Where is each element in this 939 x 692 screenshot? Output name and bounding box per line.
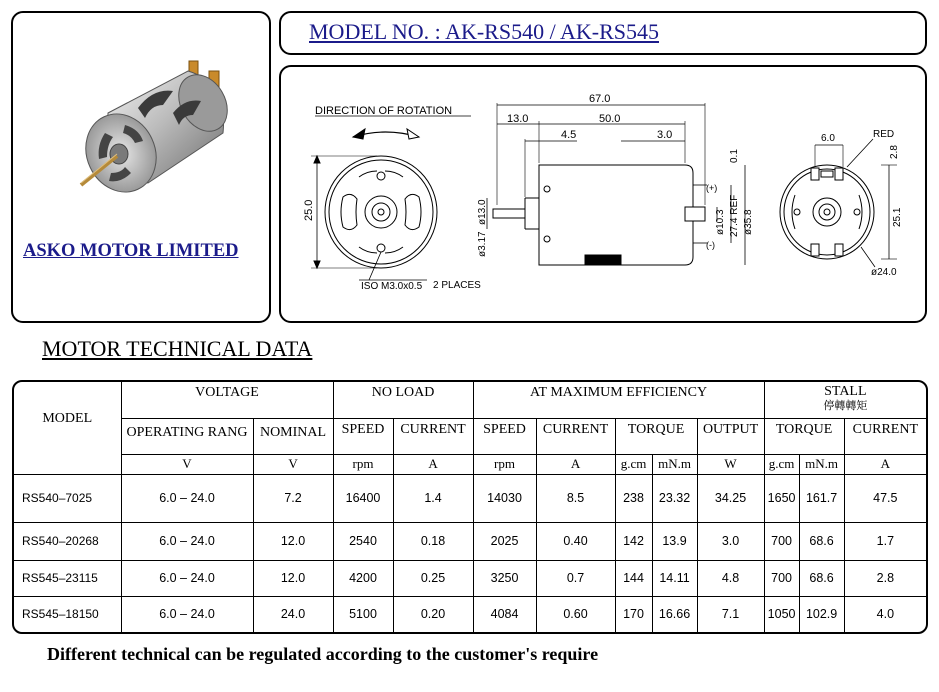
- no-load-header: NO LOAD: [333, 382, 473, 418]
- max-eff-output-header: OUTPUT: [697, 418, 764, 454]
- unit-cell: A: [844, 454, 926, 474]
- value-cell: 3.0: [697, 522, 764, 560]
- operating-range-header: OPERATING RANG: [121, 418, 253, 454]
- table-row: [14, 596, 926, 632]
- value-cell: 0.7: [536, 560, 615, 596]
- rear-diameter-dim: ø24.0: [871, 267, 897, 278]
- minus-terminal: (-): [706, 240, 715, 250]
- dimension-drawing: [281, 67, 925, 321]
- value-cell: 16.66: [652, 596, 697, 632]
- unit-cell: W: [697, 454, 764, 474]
- rear-height-dim: 25.1: [892, 207, 903, 227]
- value-cell: 13.9: [652, 522, 697, 560]
- value-cell: 6.0 – 24.0: [121, 560, 253, 596]
- rear-boss-diameter-dim: ø10.3: [715, 209, 726, 235]
- top-clearance-dim: 0.1: [729, 149, 740, 163]
- shaft-diameter-dim: ø3.17: [477, 231, 488, 257]
- value-cell: 68.6: [799, 522, 844, 560]
- product-photo-panel: [11, 11, 271, 323]
- unit-cell: rpm: [333, 454, 393, 474]
- value-cell: 16400: [333, 474, 393, 522]
- value-cell: 144: [615, 560, 652, 596]
- value-cell: 8.5: [536, 474, 615, 522]
- motor-photo: [13, 13, 269, 233]
- company-name: ASKO MOTOR LIMITED: [23, 241, 239, 261]
- boss-length-dim: 4.5: [561, 129, 577, 141]
- stall-current-header: CURRENT: [844, 418, 926, 454]
- unit-cell: A: [536, 454, 615, 474]
- unit-cell: V: [121, 454, 253, 474]
- value-cell: 0.60: [536, 596, 615, 632]
- value-cell: 0.18: [393, 522, 473, 560]
- value-cell: 0.20: [393, 596, 473, 632]
- model-number-panel: [279, 11, 927, 55]
- model-cell: RS545–18150: [14, 596, 121, 632]
- value-cell: 1.4: [393, 474, 473, 522]
- boss-diameter-dim: ø13.0: [477, 199, 488, 225]
- table-row: [14, 474, 926, 522]
- value-cell: 14.11: [652, 560, 697, 596]
- value-cell: 4084: [473, 596, 536, 632]
- iso-thread-label: ISO M3.0x0.5: [361, 281, 423, 292]
- plus-terminal: (+): [706, 183, 718, 193]
- value-cell: 34.25: [697, 474, 764, 522]
- stall-sub-label: 停轉轉矩: [823, 399, 868, 412]
- value-cell: 0.40: [536, 522, 615, 560]
- table-row: [14, 560, 926, 596]
- body-diameter-dim: ø35.8: [743, 209, 754, 235]
- value-cell: 238: [615, 474, 652, 522]
- front-height-dim: 25.0: [303, 199, 315, 221]
- table-row: [14, 522, 926, 560]
- terminal-height-dim: 2.8: [889, 145, 900, 159]
- no-load-current-header: CURRENT: [393, 418, 473, 454]
- value-cell: 0.25: [393, 560, 473, 596]
- value-cell: 3250: [473, 560, 536, 596]
- overall-length-dim: 67.0: [589, 93, 611, 105]
- value-cell: 24.0: [253, 596, 333, 632]
- unit-cell: g.cm: [764, 454, 799, 474]
- value-cell: 2.8: [844, 560, 926, 596]
- stall-label: STALL: [824, 384, 867, 399]
- value-cell: 47.5: [844, 474, 926, 522]
- value-cell: 5100: [333, 596, 393, 632]
- red-terminal-label: RED: [873, 129, 895, 140]
- value-cell: 7.1: [697, 596, 764, 632]
- technical-drawing-panel: [279, 65, 927, 323]
- max-eff-current-header: CURRENT: [536, 418, 615, 454]
- model-cell: RS545–23115: [14, 560, 121, 596]
- technical-data-table: [14, 382, 926, 632]
- value-cell: 14030: [473, 474, 536, 522]
- model-cell: RS540–20268: [14, 522, 121, 560]
- places-label: 2 PLACES: [433, 280, 481, 291]
- rear-length-dim: 3.0: [657, 129, 673, 141]
- value-cell: 6.0 – 24.0: [121, 474, 253, 522]
- max-eff-torque-header: TORQUE: [615, 418, 697, 454]
- stall-torque-header: TORQUE: [764, 418, 844, 454]
- rotation-direction-label: DIRECTION OF ROTATION: [315, 105, 453, 117]
- technical-data-table-frame: [12, 380, 928, 634]
- model-cell: RS540–7025: [14, 474, 121, 522]
- max-eff-speed-header: SPEED: [473, 418, 536, 454]
- value-cell: 7.2: [253, 474, 333, 522]
- unit-cell: A: [393, 454, 473, 474]
- value-cell: 700: [764, 522, 799, 560]
- unit-cell: V: [253, 454, 333, 474]
- unit-cell: g.cm: [615, 454, 652, 474]
- value-cell: 1650: [764, 474, 799, 522]
- value-cell: 2540: [333, 522, 393, 560]
- section-title: MOTOR TECHNICAL DATA: [42, 336, 313, 361]
- stall-header: [764, 382, 926, 418]
- footnote: Different technical can be regulated according to the customer's require: [47, 644, 599, 664]
- max-efficiency-header: AT MAXIMUM EFFICIENCY: [473, 382, 764, 418]
- value-cell: 161.7: [799, 474, 844, 522]
- value-cell: 1050: [764, 596, 799, 632]
- terminal-spacing-dim: 6.0: [821, 133, 835, 144]
- value-cell: 6.0 – 24.0: [121, 596, 253, 632]
- unit-cell: rpm: [473, 454, 536, 474]
- value-cell: 4.0: [844, 596, 926, 632]
- shaft-length-dim: 13.0: [507, 113, 529, 125]
- nominal-header: NOMINAL: [253, 418, 333, 454]
- body-length-dim: 50.0: [599, 113, 621, 125]
- value-cell: 4200: [333, 560, 393, 596]
- model-number-title: MODEL NO. : AK-RS540 / AK-RS545: [309, 19, 659, 44]
- units-row: [14, 454, 926, 474]
- value-cell: 2025: [473, 522, 536, 560]
- value-cell: 4.8: [697, 560, 764, 596]
- value-cell: 6.0 – 24.0: [121, 522, 253, 560]
- unit-cell: mN.m: [652, 454, 697, 474]
- unit-cell: mN.m: [799, 454, 844, 474]
- model-header: MODEL: [14, 382, 121, 474]
- value-cell: 12.0: [253, 560, 333, 596]
- reference-diameter-dim: 27.4 REF: [729, 194, 740, 237]
- value-cell: 1.7: [844, 522, 926, 560]
- voltage-header: VOLTAGE: [121, 382, 333, 418]
- no-load-speed-header: SPEED: [333, 418, 393, 454]
- value-cell: 12.0: [253, 522, 333, 560]
- value-cell: 170: [615, 596, 652, 632]
- value-cell: 700: [764, 560, 799, 596]
- value-cell: 102.9: [799, 596, 844, 632]
- value-cell: 142: [615, 522, 652, 560]
- value-cell: 23.32: [652, 474, 697, 522]
- value-cell: 68.6: [799, 560, 844, 596]
